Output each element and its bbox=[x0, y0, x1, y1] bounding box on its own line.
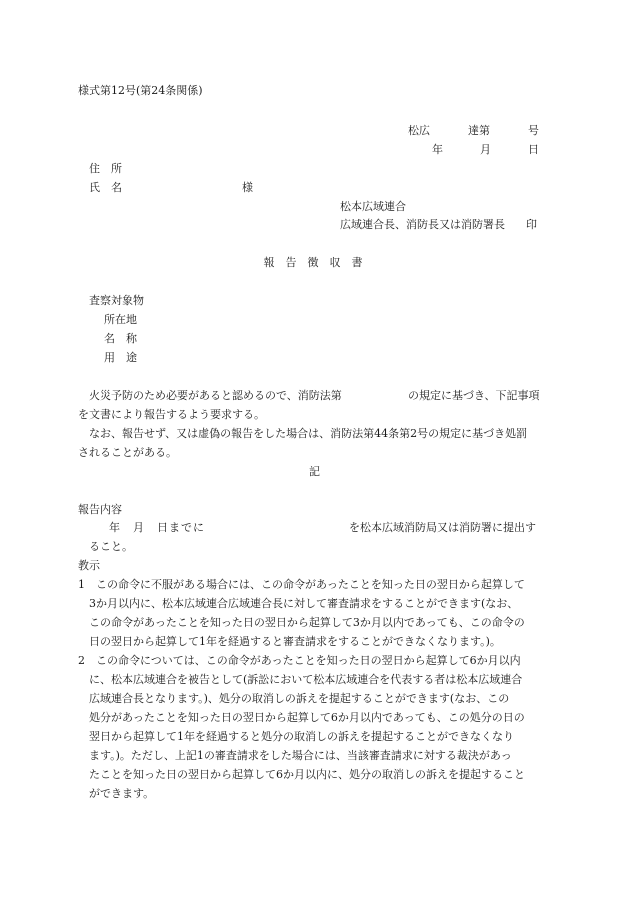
target-use-label: 用 途 bbox=[104, 351, 137, 364]
body-p1-line2: を文書により報告するよう要求する。 bbox=[78, 408, 265, 421]
report-deadline: 年 月 日までに bbox=[109, 521, 205, 534]
instruction-item-line: たことを知った日の翌日から起算して6か月以内に、処分の取消しの訴えを提起すること bbox=[89, 768, 525, 781]
instruction-item-line: この命令に不服がある場合には、この命令があったことを知った日の翌日から起算して bbox=[96, 578, 525, 591]
report-label: 報告内容 bbox=[78, 503, 122, 516]
body-p2-line1: なお、報告せず、又は虚偽の報告をした場合は、消防法第44条第2号の規定に基づき処罰 bbox=[89, 427, 528, 440]
name-label: 氏 名 bbox=[89, 181, 122, 194]
ref-prefix: 松広 bbox=[408, 124, 430, 137]
address-label: 住 所 bbox=[89, 162, 122, 175]
issuer-org: 松本広域連合 bbox=[340, 200, 406, 213]
instruction-item-line: 日の翌日から起算して1年を経過すると審査請求をすることができなくなります。)。 bbox=[89, 635, 501, 648]
instruction-item-line: 翌日から起算して1年を経過すると処分の取消しの訴えを提起することができなくなり bbox=[89, 730, 514, 743]
ref-middle: 達第 bbox=[468, 124, 490, 137]
form-number: 様式第12号(第24条関係) bbox=[78, 84, 203, 97]
seal-mark: 印 bbox=[526, 218, 537, 231]
target-label: 査察対象物 bbox=[89, 294, 144, 307]
target-name-label: 名 称 bbox=[104, 332, 137, 345]
instruction-item-line: この命令があったことを知った日の翌日から起算して3か月以内であっても、この命令の bbox=[89, 616, 525, 629]
date-month: 月 bbox=[480, 143, 491, 156]
body-p1-line1a: 火災予防のため必要があると認めるので、消防法第 bbox=[89, 389, 342, 402]
instruction-item-line: に、松本広域連合を被告として(訴訟において松本広域連合を代表する者は松本広域連合 bbox=[89, 673, 523, 686]
instruction-item-line: この命令については、この命令があったことを知った日の翌日から起算して6か月以内 bbox=[96, 654, 521, 667]
report-line2: ること。 bbox=[89, 540, 133, 553]
instruction-item-line: ます。)。ただし、上記1の審査請求をした場合には、当該審査請求に対する裁決があっ bbox=[89, 749, 512, 762]
document-title: 報告徴収書 bbox=[263, 256, 374, 269]
instruction-label: 教示 bbox=[78, 559, 100, 572]
date-day: 日 bbox=[528, 143, 539, 156]
body-p2-line2: されることがある。 bbox=[78, 446, 177, 459]
ki-mark: 記 bbox=[309, 465, 320, 478]
instruction-item-line: 処分があったことを知った日の翌日から起算して6か月以内であっても、この処分の日の bbox=[89, 711, 525, 724]
target-location-label: 所在地 bbox=[104, 313, 137, 326]
instruction-item-line: 3か月以内に、松本広域連合広域連合長に対して審査請求をすることができます(なお、 bbox=[89, 597, 519, 610]
body-p1-line1b: の規定に基づき、下記事項 bbox=[408, 389, 540, 402]
ref-suffix: 号 bbox=[528, 124, 539, 137]
report-destination: を松本広域消防局又は消防署に提出す bbox=[349, 521, 536, 534]
instruction-item-no: 2 bbox=[78, 654, 85, 667]
date-year: 年 bbox=[432, 143, 443, 156]
honorific: 様 bbox=[242, 181, 253, 194]
issuer-title: 広域連合長、消防長又は消防署長 bbox=[340, 218, 505, 231]
instruction-item-line: ができます。 bbox=[89, 787, 155, 800]
instruction-item-no: 1 bbox=[78, 578, 85, 591]
instruction-item-line: 広域連合長となります。)、処分の取消しの訴えを提起することができます(なお、この bbox=[89, 692, 510, 705]
